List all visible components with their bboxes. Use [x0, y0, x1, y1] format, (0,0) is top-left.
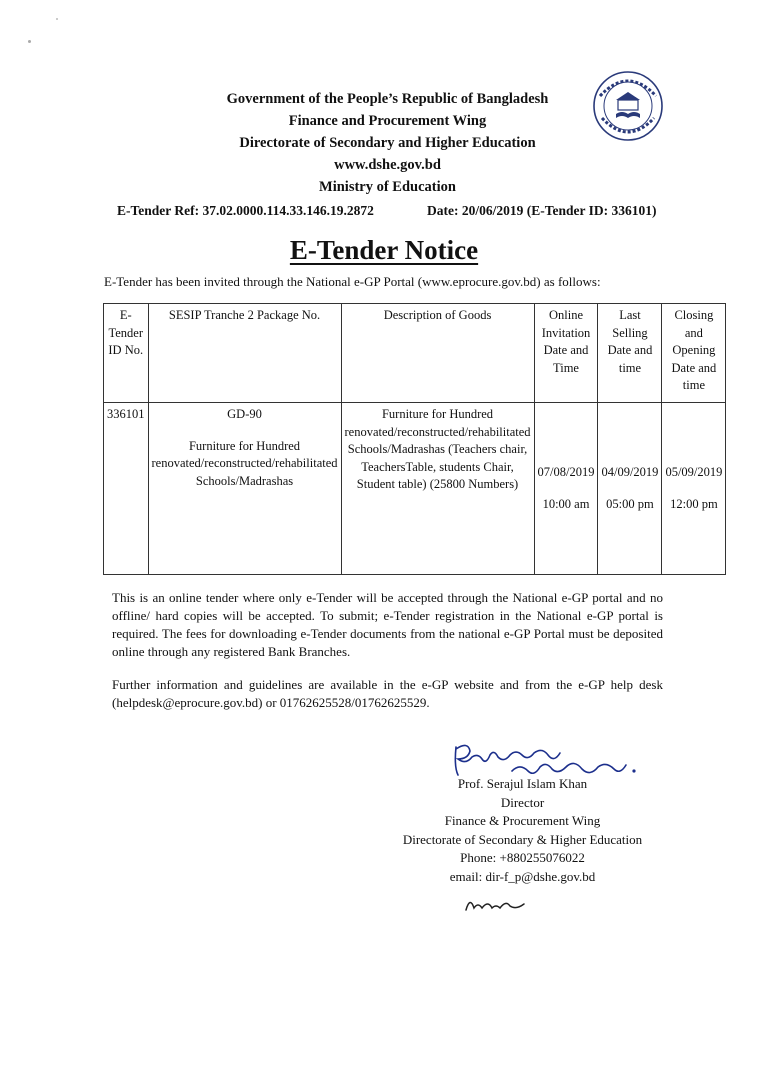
letterhead-line: Ministry of Education: [319, 179, 456, 195]
col-header-id: E-Tender ID No.: [104, 304, 149, 403]
signer-wing: Finance & Procurement Wing: [444, 813, 601, 828]
scan-speck: [28, 40, 31, 43]
closing-date: 05/09/2019: [665, 465, 723, 479]
government-seal-logo: [592, 70, 664, 142]
col-header-closing: Closing and Opening Date and time: [662, 304, 726, 403]
signer-phone: Phone: +880255076022: [460, 850, 585, 865]
cell-selling: [598, 403, 662, 575]
col-header-description: Description of Goods: [341, 304, 534, 403]
letterhead-line: Directorate of Secondary and Higher Education: [239, 135, 536, 151]
cell-package: [148, 403, 341, 575]
package-description: Furniture for Hundred renovated/reconstructed/rehabilitated Schools/Madrashas: [151, 438, 338, 488]
intro-text: E-Tender has been invited through the National e-GP Portal (www.eprocure.gov.bd) as follows:: [104, 274, 601, 289]
invitation-date: 07/08/2019: [537, 465, 595, 479]
closing-time: 12:00 pm: [670, 496, 718, 511]
handwritten-initial: [462, 892, 532, 916]
cell-closing: [662, 403, 726, 575]
selling-date: 04/09/2019: [601, 465, 659, 479]
cell-id: 336101: [104, 403, 149, 575]
col-header-selling: Last Selling Date and time: [598, 304, 662, 403]
cell-invitation: [534, 403, 598, 575]
signer-email: email: dir-f_p@dshe.gov.bd: [449, 868, 596, 884]
col-header-invitation: Online Invitation Date and Time: [534, 304, 598, 403]
tender-date: Date: 20/06/2019 (E-Tender ID: 336101): [427, 203, 657, 218]
letterhead-line: www.dshe.gov.bd: [334, 157, 441, 173]
tender-ref: E-Tender Ref: 37.02.0000.114.33.146.19.2872: [117, 203, 374, 218]
signer-office: Directorate of Secondary & Higher Education: [402, 831, 643, 847]
col-header-package: SESIP Tranche 2 Package No.: [148, 304, 341, 403]
signer-block: [380, 775, 665, 886]
page-title: E-Tender Notice: [289, 235, 479, 265]
body-paragraph: Further information and guidelines are available in the e-GP website and from the e-GP help desk (helpdesk@eprocure.gov.bd) or 01762625528/01762625529.: [112, 677, 663, 710]
tender-table: [103, 303, 726, 575]
scan-speck: [56, 18, 58, 20]
package-number: GD-90: [227, 407, 262, 421]
table-header-row: [104, 304, 726, 403]
table-row: [104, 403, 726, 575]
letterhead-line: Finance and Procurement Wing: [288, 113, 487, 129]
cell-description: Furniture for Hundred renovated/reconstructed/rehabilitated Schools/Madrashas (Teachers chair, TeachersTable, students Chair, Student table) (25800 Numbers): [341, 403, 534, 575]
body-paragraph: This is an online tender where only e-Tender will be accepted through the National e-GP portal and no offline/ hard copies will be accepted. To submit; e-Tender registration in the National e-GP portal is required. The fees for downloading e-Tender documents from the national e-GP Portal must be deposited online through any registered Bank Branches.: [112, 590, 663, 659]
reference-line: [117, 203, 662, 219]
signer-name: Prof. Serajul Islam Khan: [457, 776, 588, 791]
letterhead: [200, 88, 575, 198]
signer-title: Director: [500, 794, 545, 810]
invitation-time: 10:00 am: [542, 496, 590, 511]
selling-time: 05:00 pm: [606, 496, 654, 511]
letterhead-line: Government of the People’s Republic of Bangladesh: [226, 91, 549, 107]
